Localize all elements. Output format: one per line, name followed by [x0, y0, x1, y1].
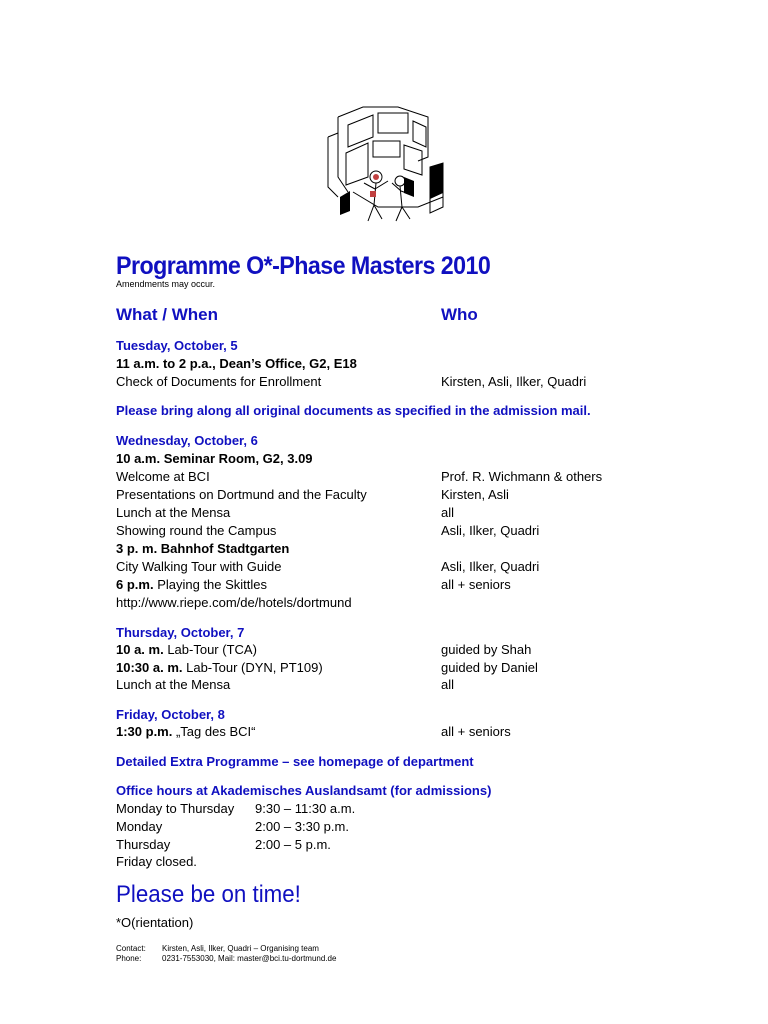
- be-on-time-callout: Please be on time!: [116, 881, 301, 908]
- schedule-who: all: [441, 677, 455, 692]
- column-header-who: Who: [441, 305, 478, 324]
- contact-value: Kirsten, Asli, Ilker, Quadri – Organising team: [162, 944, 319, 953]
- footnote: *O(rientation): [116, 915, 194, 930]
- day-heading: Tuesday, October, 5: [116, 338, 238, 353]
- wednesday-time-row: [0, 450, 768, 468]
- office-hours-heading: Office hours at Akademisches Auslandsamt (for admissions): [116, 783, 492, 798]
- time-place: 3 p. m. Bahnhof Stadtgarten: [116, 541, 290, 556]
- time-place: 11 a.m. to 2 p.a., Dean’s Office, G2, E18: [116, 356, 357, 371]
- contact-label: Contact:: [116, 944, 146, 953]
- schedule-row: [0, 486, 768, 504]
- url-row: [0, 594, 768, 612]
- schedule-who: Kirsten, Asli, Ilker, Quadri: [441, 374, 587, 389]
- schedule-what: [116, 576, 267, 594]
- phone-value[interactable]: 0231-7553030, Mail: master@bci.tu-dortmund.de: [162, 954, 337, 963]
- schedule-row: [0, 522, 768, 540]
- documents-notice: Please bring along all original documents as specified in the admission mail.: [116, 403, 591, 418]
- schedule-who: Kirsten, Asli: [441, 487, 509, 502]
- office-row: [0, 800, 768, 818]
- office-hours: 2:00 – 5 p.m.: [255, 837, 331, 852]
- office-closed-row: [0, 853, 768, 871]
- column-header-what-when: What / When: [116, 305, 218, 324]
- schedule-row: [0, 576, 768, 594]
- office-row: [0, 818, 768, 836]
- schedule-row: [0, 676, 768, 694]
- schedule-what: [116, 641, 257, 659]
- maze-illustration: [318, 97, 454, 225]
- schedule-who: Prof. R. Wichmann & others: [441, 469, 603, 484]
- thursday-heading-row: [0, 624, 768, 642]
- phone-label: Phone:: [116, 954, 142, 963]
- office-day: Thursday: [116, 837, 171, 852]
- day-heading: Wednesday, October, 6: [116, 433, 258, 448]
- schedule-what: [116, 723, 255, 741]
- schedule-who: guided by Shah: [441, 642, 532, 657]
- notice-row: [0, 402, 768, 420]
- schedule-who: all: [441, 505, 455, 520]
- office-day: Monday to Thursday: [116, 801, 235, 816]
- schedule-what: Lunch at the Mensa: [116, 677, 231, 692]
- schedule-time: 10 a. m.: [116, 642, 164, 657]
- office-hours: 9:30 – 11:30 a.m.: [255, 801, 356, 816]
- hotel-link[interactable]: http://www.riepe.com/de/hotels/dortmund: [116, 595, 352, 610]
- wednesday-time-row-2: [0, 540, 768, 558]
- schedule-what: Presentations on Dortmund and the Faculty: [116, 487, 367, 502]
- schedule-what: [116, 659, 323, 677]
- office-closed: Friday closed.: [116, 854, 197, 869]
- schedule-row: [0, 373, 768, 391]
- schedule-who: guided by Daniel: [441, 660, 538, 675]
- schedule-who: all + seniors: [441, 577, 511, 592]
- day-heading: Thursday, October, 7: [116, 625, 245, 640]
- wednesday-heading-row: [0, 432, 768, 450]
- footnote-row: [0, 914, 768, 932]
- schedule-what: City Walking Tour with Guide: [116, 559, 282, 574]
- schedule-what: Check of Documents for Enrollment: [116, 374, 322, 389]
- day-heading: Friday, October, 8: [116, 707, 225, 722]
- schedule-activity: Lab-Tour (TCA): [163, 642, 257, 657]
- extra-programme-note: Detailed Extra Programme – see homepage of department: [116, 754, 474, 769]
- office-day: Monday: [116, 819, 163, 834]
- schedule-row: [0, 659, 768, 677]
- schedule-row: [0, 641, 768, 659]
- page-title: Programme O*-Phase Masters 2010: [116, 252, 491, 280]
- schedule-activity: Playing the Skittles: [153, 577, 268, 592]
- schedule-time: 6 p.m.: [116, 577, 154, 592]
- schedule-row: [0, 468, 768, 486]
- schedule-what: Welcome at BCI: [116, 469, 210, 484]
- schedule-row: [0, 558, 768, 576]
- friday-heading-row: [0, 706, 768, 724]
- schedule-row: [0, 723, 768, 741]
- amendments-note: Amendments may occur.: [116, 279, 216, 289]
- schedule-row: [0, 504, 768, 522]
- schedule-time: 10:30 a. m.: [116, 660, 183, 675]
- tuesday-heading-row: [0, 337, 768, 355]
- schedule-time: 1:30 p.m.: [116, 724, 173, 739]
- schedule-who: Asli, Ilker, Quadri: [441, 523, 540, 538]
- schedule-activity: „Tag des BCI“: [172, 724, 256, 739]
- tuesday-time-row: [0, 355, 768, 373]
- office-row: [0, 836, 768, 854]
- extra-row: [0, 753, 768, 771]
- schedule-who: Asli, Ilker, Quadri: [441, 559, 540, 574]
- schedule-what: Lunch at the Mensa: [116, 505, 231, 520]
- time-place: 10 a.m. Seminar Room, G2, 3.09: [116, 451, 313, 466]
- schedule-who: all + seniors: [441, 724, 511, 739]
- office-heading-row: [0, 782, 768, 800]
- office-hours: 2:00 – 3:30 p.m.: [255, 819, 349, 834]
- schedule-what: Showing round the Campus: [116, 523, 277, 538]
- schedule-activity: Lab-Tour (DYN, PT109): [182, 660, 323, 675]
